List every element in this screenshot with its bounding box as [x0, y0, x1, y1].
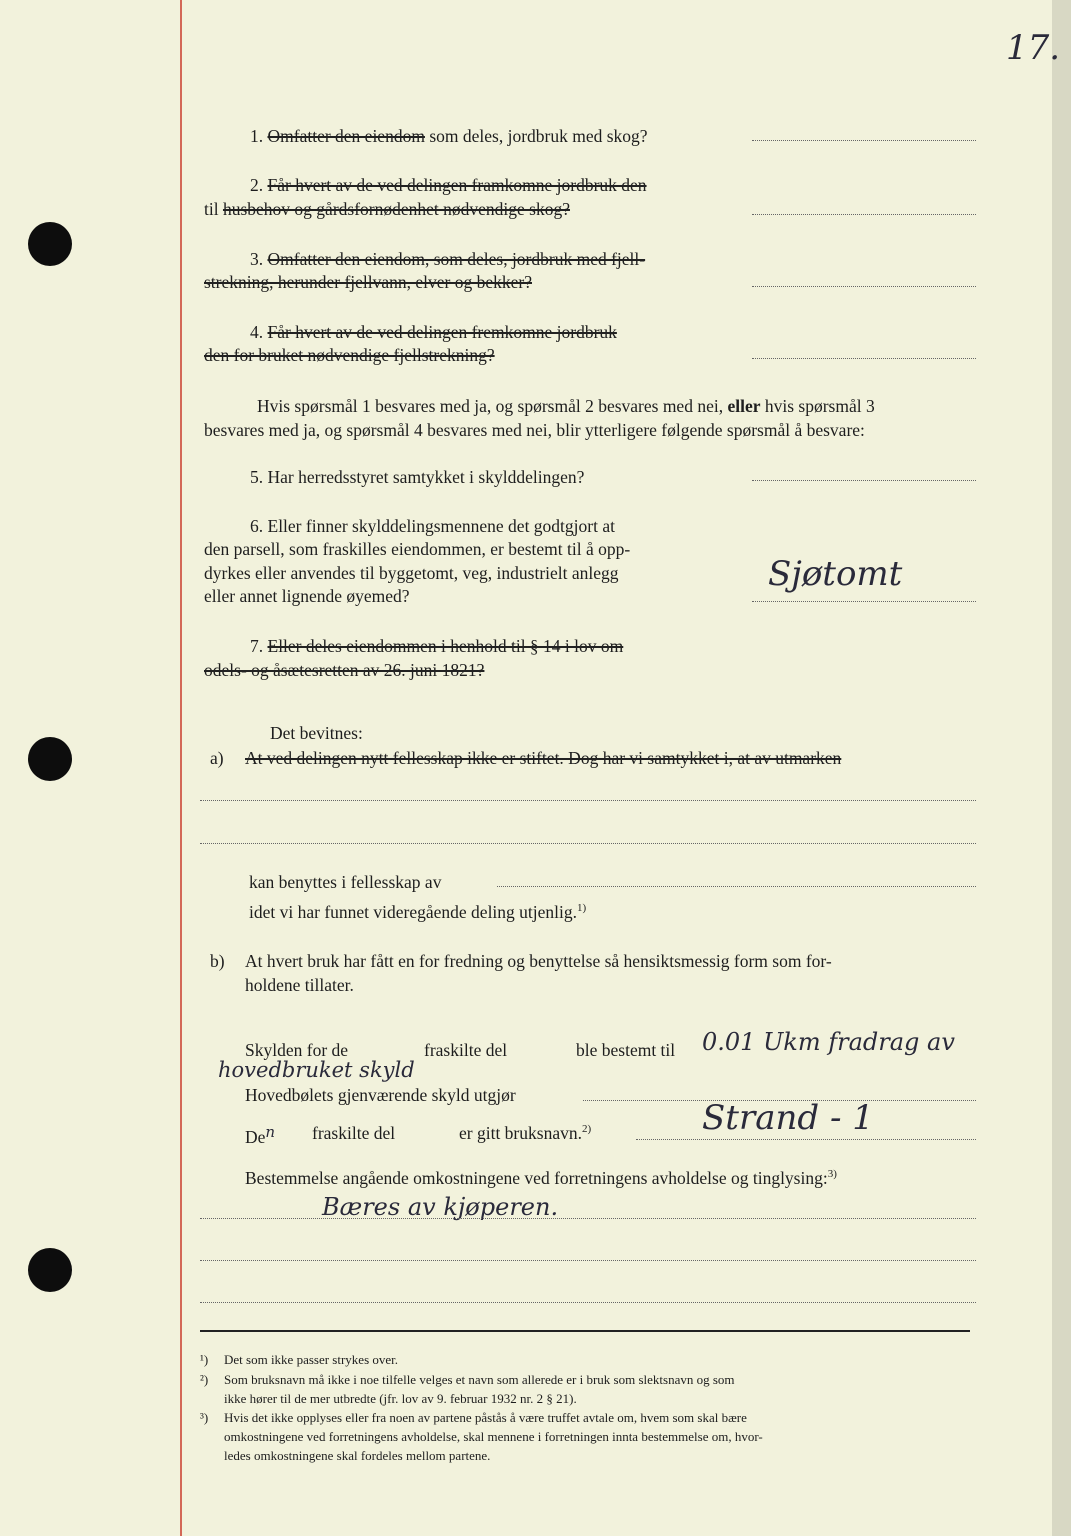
footnote-2: Som bruksnavn må ikke i noe tilfelle velges et navn som allerede er i bruk som slektsnavn og som [224, 1372, 735, 1387]
question-1: 1. Omfatter den eiendom som deles, jordbruk med skog? [250, 126, 648, 146]
question-4: 4. Får hvert av de ved delingen fremkomne jordbruk [250, 322, 617, 342]
question-5: 5. Har herredsstyret samtykket i skylddelingen? [250, 467, 585, 487]
answer-line [497, 886, 976, 887]
handwritten-answer: Bæres av kjøperen. [322, 1193, 559, 1221]
question-4-line2: den for bruket nødvendige fjellstrekning? [204, 345, 495, 365]
question-6-line2: den parsell, som fraskilles eiendommen, er bestemt til å opp- [204, 539, 631, 559]
costs-label: Bestemmelse angående omkostningene ved forretningens avholdelse og tinglysing:$^{3)}$ [245, 1168, 837, 1188]
item-b-text: At hvert bruk har fått en for fredning og benyttelse så hensiktsmessig form som for- [245, 951, 832, 971]
question-6: 6. Eller finner skylddelingsmennene det godtgjort at [250, 516, 615, 536]
handwritten-answer: Sjøtomt [768, 554, 903, 594]
page-number: 17. [1006, 28, 1061, 68]
margin-rule [180, 0, 182, 1536]
answer-line [752, 480, 976, 481]
hovedbol-label: Hovedbølets gjenværende skyld utgjør [245, 1085, 516, 1105]
answer-line [752, 601, 976, 602]
skylden-label-3: ble bestemt til [576, 1040, 676, 1060]
page-edge [1052, 0, 1071, 1536]
punch-hole [28, 737, 72, 781]
question-3-line2: strekning, herunder fjellvann, elver og bekker? [204, 272, 532, 292]
answer-line [200, 1302, 976, 1303]
condition-text: Hvis spørsmål 1 besvares med ja, og spørsmål 2 besvares med nei, eller hvis spørsmål 3 [257, 396, 875, 416]
skylden-label: Skylden for de [245, 1040, 349, 1060]
handwritten-answer: hovedbruket skyld [218, 1058, 415, 1082]
handwritten-answer: 0.01 Ukm fradrag av [702, 1028, 955, 1056]
answer-line [200, 1218, 976, 1219]
answer-line [636, 1139, 976, 1140]
footnote-3-line2: omkostningene ved forretningens avholdelse, skal mennene i forretningen innta bestemmelse om, hvor- [224, 1429, 763, 1444]
footnote-separator [200, 1330, 970, 1332]
skylden-label-2: fraskilte del [424, 1040, 508, 1060]
footnote-3: Hvis det ikke opplyses eller fra noen av partene påstås å være truffet avtale om, hvem som skal bære [224, 1410, 747, 1425]
bruksnavn-label-2: fraskilte del [312, 1123, 396, 1143]
footnote-2-line2: ikke hører til de mer utbredte (jfr. lov av 9. februar 1932 nr. 2 § 21). [224, 1391, 577, 1406]
answer-line [752, 358, 976, 359]
question-3: 3. Omfatter den eiendom, som deles, jordbruk med fjell- [250, 249, 646, 269]
handwritten-answer: Strand - 1 [702, 1098, 874, 1138]
question-7-line2: odels- og åsætesretten av 26. juni 1821? [204, 660, 485, 680]
bruksnavn-label: Den [245, 1123, 276, 1147]
answer-line [200, 800, 976, 801]
shared-use-label: kan benyttes i fellesskap av [249, 872, 442, 892]
division-statement: idet vi har funnet videregående deling utjenlig.$^{1)}$ [249, 902, 587, 922]
answer-line [752, 286, 976, 287]
footnote-1: Det som ikke passer strykes over. [224, 1352, 399, 1367]
answer-line [200, 843, 976, 844]
question-6-line4: eller annet lignende øyemed? [204, 586, 410, 606]
punch-hole [28, 222, 72, 266]
item-a-text: At ved delingen nytt fellesskap ikke er stiftet. Dog har vi samtykket i, at av utmarken [245, 748, 842, 768]
footnote-3-line3: ledes omkostningene skal fordeles mellom partene. [224, 1448, 491, 1463]
question-2: 2. Får hvert av de ved delingen framkomne jordbruk den [250, 175, 647, 195]
item-label-b: b) [210, 951, 225, 971]
answer-line [200, 1260, 976, 1261]
condition-text-line2: besvares med ja, og spørsmål 4 besvares med nei, blir ytterligere følgende spørsmål å besvare: [204, 420, 865, 440]
question-6-line3: dyrkes eller anvendes til byggetomt, veg, industrielt anlegg [204, 563, 619, 583]
section-heading: Det bevitnes: [270, 723, 363, 743]
answer-line [752, 214, 976, 215]
item-b-line2: holdene tillater. [245, 975, 354, 995]
footnote-3-mark: ³) [200, 1410, 209, 1425]
bruksnavn-label-3: er gitt bruksnavn.$^{2)}$ [459, 1123, 592, 1143]
item-label-a: a) [210, 748, 224, 768]
question-7: 7. Eller deles eiendommen i henhold til § 14 i lov om [250, 636, 624, 656]
punch-hole [28, 1248, 72, 1292]
question-2-line2: til husbehov og gårdsfornødenhet nødvendige skog? [204, 199, 570, 219]
footnote-1-mark: ¹) [200, 1352, 209, 1367]
footnote-2-mark: ²) [200, 1372, 209, 1387]
answer-line [752, 140, 976, 141]
